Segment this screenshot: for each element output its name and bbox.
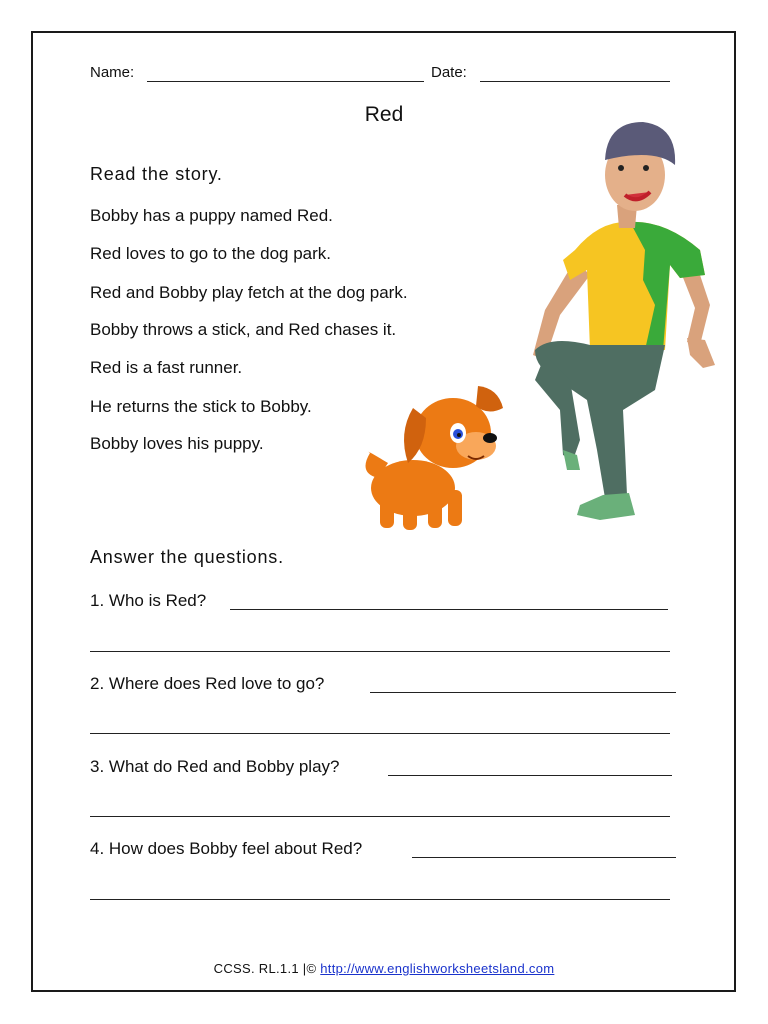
story-line: Red is a fast runner. [90, 358, 243, 377]
footer [0, 961, 768, 976]
story-instruction: Read the story. [90, 164, 223, 184]
question-4: 4. How does Bobby feel about Red? [90, 839, 363, 858]
date-line[interactable] [480, 81, 670, 82]
question-2: 2. Where does Red love to go? [90, 674, 325, 693]
story-line: Bobby throws a stick, and Red chases it. [90, 320, 397, 339]
name-label: Name: [90, 64, 135, 81]
questions-instruction: Answer the questions. [90, 547, 284, 567]
footer-link[interactable]: http://www.englishworksheetsland.com [320, 961, 555, 976]
date-label: Date: [431, 64, 467, 81]
page-title: Red [364, 103, 404, 126]
answer-line-4b[interactable] [90, 899, 670, 900]
story-line: Red and Bobby play fetch at the dog park. [90, 283, 408, 302]
boy-illustration [505, 110, 730, 535]
story-line: Red loves to go to the dog park. [90, 244, 331, 263]
question-3: 3. What do Red and Bobby play? [90, 757, 340, 776]
answer-line-1a[interactable] [230, 609, 668, 610]
answer-line-1b[interactable] [90, 651, 670, 652]
story-line: Bobby loves his puppy. [90, 434, 264, 453]
answer-line-2b[interactable] [90, 733, 670, 734]
footer-standard: CCSS. RL.1.1 |© [213, 961, 317, 976]
answer-line-4a[interactable] [412, 857, 676, 858]
answer-line-3b[interactable] [90, 816, 670, 817]
answer-line-3a[interactable] [388, 775, 672, 776]
story-line: Bobby has a puppy named Red. [90, 206, 333, 225]
puppy-illustration [358, 378, 508, 538]
name-line[interactable] [147, 81, 424, 82]
story-line: He returns the stick to Bobby. [90, 397, 312, 416]
question-1: 1. Who is Red? [90, 591, 207, 610]
answer-line-2a[interactable] [370, 692, 676, 693]
